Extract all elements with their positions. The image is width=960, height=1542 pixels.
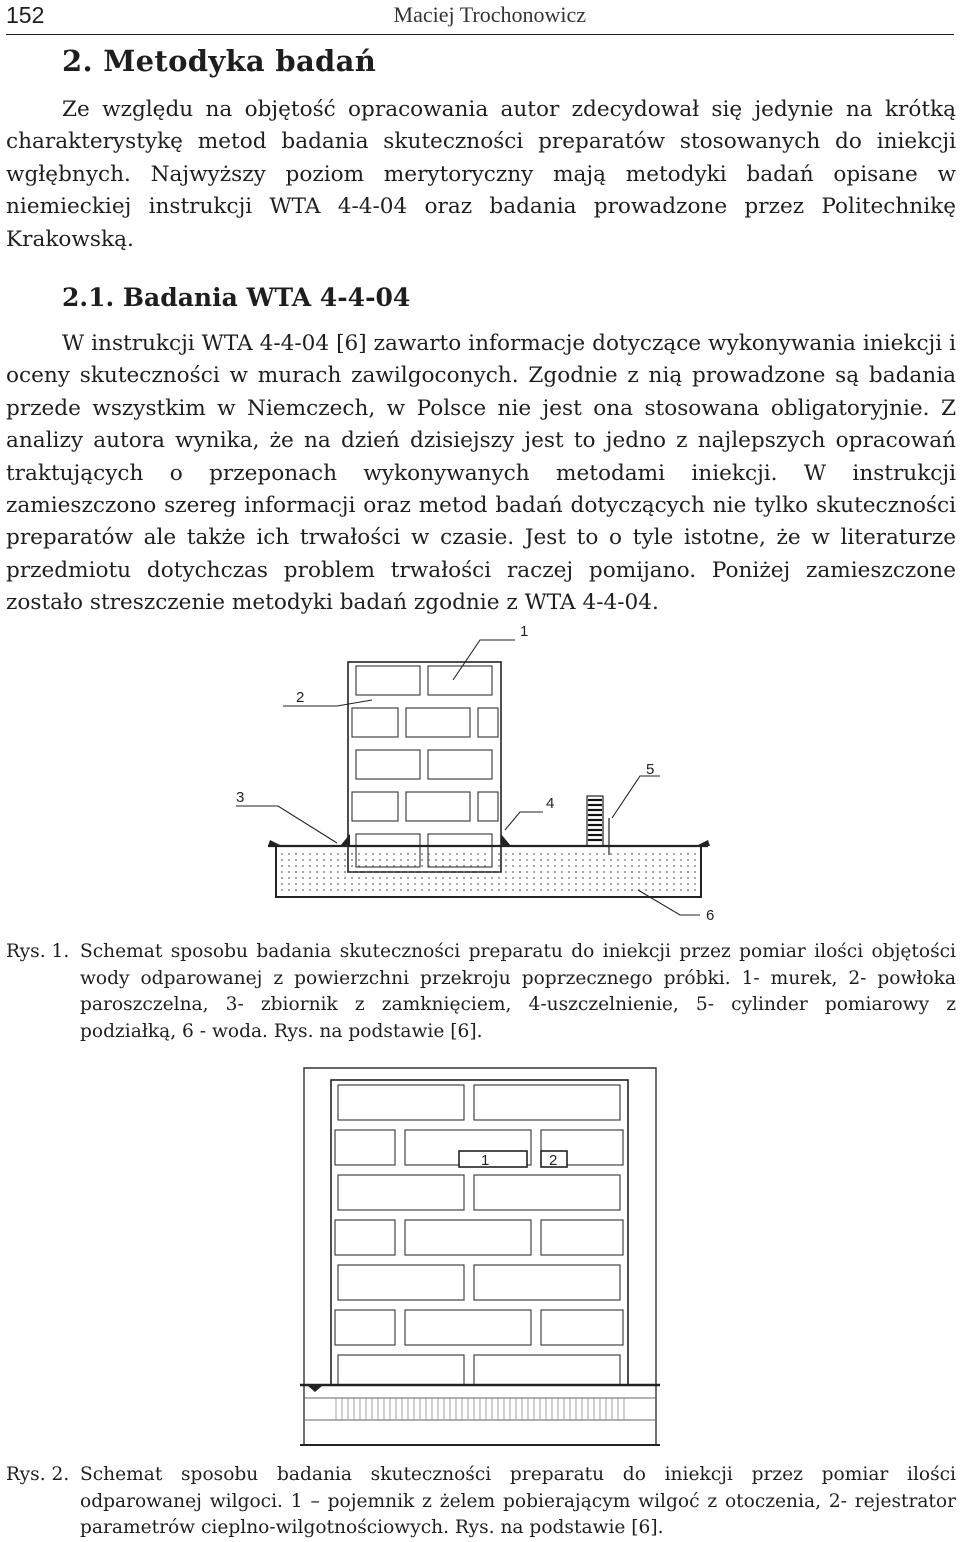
base-grid xyxy=(336,1398,624,1420)
wall-sample xyxy=(331,1080,628,1385)
fig2-label-1: 1 xyxy=(481,1152,490,1169)
fig1-label-2: 2 xyxy=(296,689,305,706)
fig1-label-4: 4 xyxy=(546,795,555,812)
figure-2-caption-text: Schemat sposobu badania skuteczności preparatu do iniekcji przez pomiar ilości odparowanej wilgoci. 1 – pojemnik z żelem pobierającym wilgoć z otoczenia, 2- rejestrator parametrów cieplno-wilgotnościowych. Rys. na podstawie [6]. xyxy=(80,1464,956,1538)
cylinder-graduation xyxy=(588,800,602,840)
fig1-label-3: 3 xyxy=(236,789,245,806)
running-author: Maciej Trochonowicz xyxy=(393,2,586,27)
wall-bricks xyxy=(352,666,498,867)
figure-2-caption-label: Rys. 2. xyxy=(6,1464,70,1485)
page-header xyxy=(6,0,954,35)
figure-2-caption xyxy=(6,1462,956,1542)
section-title: 2. Metodyka badań xyxy=(62,44,377,78)
figure-1-caption-label: Rys. 1. xyxy=(6,941,70,962)
fig1-label-6: 6 xyxy=(706,907,715,924)
wall-bricks xyxy=(335,1085,623,1385)
page-number: 152 xyxy=(6,2,45,28)
fig2-label-2: 2 xyxy=(549,1152,558,1169)
wall-sample xyxy=(348,662,501,872)
subsection-title: 2.1. Badania WTA 4-4-04 xyxy=(62,283,411,312)
seal-right xyxy=(501,834,511,846)
figure-1-caption-text: Schemat sposobu badania skuteczności preparatu do iniekcji przez pomiar ilości objętości wody odparowanej z powierzchni przekroju poprzecznego próbki. 1- murek, 2- powłoka paroszczelna, 3- zbiornik z zamknięciem, 4-uszczelnienie, 5- cylinder pomiarowy z podziałką, 6 - woda. Rys. na podstawie [6]. xyxy=(80,941,956,1042)
enclosure xyxy=(304,1068,656,1445)
paragraph-intro: Ze względu na objętość opracowania autor zdecydował się jedynie na krótką charakterystykę metod badania skuteczności preparatów stosowanych do iniekcji wgłębnych. Najwyższy poziom merytoryczny mają metodyki badań opisane w niemieckiej instrukcji WTA 4-4-04 oraz badania prowadzone przez Politechnikę Krakowską. xyxy=(6,97,956,252)
fig1-label-5: 5 xyxy=(646,761,655,778)
figure-1-diagram xyxy=(220,620,740,930)
water xyxy=(280,852,697,895)
gel-container xyxy=(459,1151,527,1167)
figure-2-diagram xyxy=(295,1060,665,1455)
figure-1-caption xyxy=(6,939,956,1045)
paragraph-wta: W instrukcji WTA 4-4-04 [6] zawarto informacje dotyczące wykonywania iniekcji i oceny skuteczności w murach zawilgoconych. Zgodnie z nią prowadzone są badania przede wszystkim w Niemczech, w Polsce nie jest ona stosowana obligatoryjnie. Z analizy autora wynika, że na dzień dzisiejszy jest to jedno z najlepszych opracowań traktujących o przeponach wykonywanych metodami iniekcji. W instrukcji zamieszczono szereg informacji oraz metod badań dotyczących nie tylko skuteczności preparatów ale także ich trwałości w czasie. Jest to o tyle istotne, że w literaturze przedmiotu dotychczas problem trwałości raczej pomijano. Poniżej zamieszczone zostało streszczenie metodyki badań zgodnie z WTA 4-4-04. xyxy=(6,331,956,616)
fig1-label-1: 1 xyxy=(520,623,529,640)
